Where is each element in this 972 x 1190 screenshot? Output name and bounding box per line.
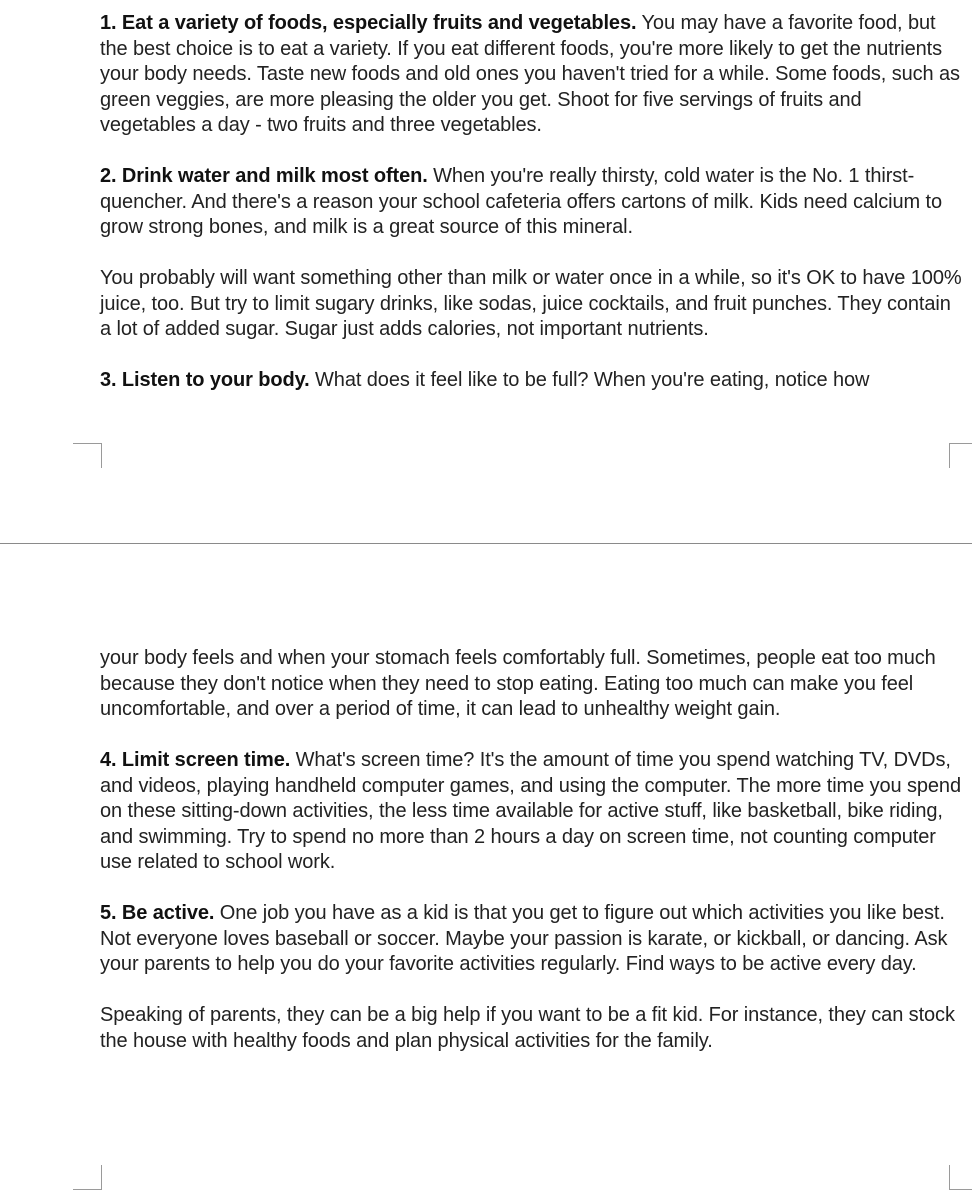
heading-listen-body: 3. Listen to your body. <box>100 369 310 391</box>
margin-corner-mark <box>949 1165 972 1190</box>
page-2-text <box>100 646 962 1054</box>
margin-corner-mark <box>73 1165 102 1190</box>
body-be-active: One job you have as a kid is that you get to figure out which activities you like best. Not everyone loves baseball or soccer. Maybe your passion is karate, or kickball, or dancing. Ask your parents to help you do your favorite activities regularly. Find ways to be active every day. <box>100 902 948 975</box>
paragraph-listen-body-continued: your body feels and when your stomach feels comfortably full. Sometimes, people eat too much because they don't notice when they need to stop eating. Eating too much can make you feel uncomfortable, and over a period of time, it can lead to unhealthy weight gain. <box>100 647 936 720</box>
paragraph-parents: Speaking of parents, they can be a big help if you want to be a fit kid. For instance, they can stock the house with healthy foods and plan physical activities for the family. <box>100 1004 955 1052</box>
paragraph-be-active <box>100 901 962 978</box>
paragraph-drink-water <box>100 164 962 241</box>
heading-eat-variety: 1. Eat a variety of foods, especially fruits and vegetables. <box>100 12 637 34</box>
paragraph-eat-variety <box>100 11 962 139</box>
paragraph-other-drinks: You probably will want something other than milk or water once in a while, so it's OK to have 100% juice, too. But try to limit sugary drinks, like sodas, juice cocktails, and fruit punches. They contain a lot of added sugar. Sugar just adds calories, not important nutrients. <box>100 267 962 340</box>
body-limit-screen: What's screen time? It's the amount of time you spend watching TV, DVDs, and videos, playing handheld computer games, and using the computer. The more time you spend on these sitting-down activities, the less time available for active stuff, like basketball, bike riding, and swimming. Try to spend no more than 2 hours a day on screen time, not counting computer use related to school work. <box>100 749 961 873</box>
paragraph-listen-body <box>100 368 962 394</box>
body-eat-variety: You may have a favorite food, but the best choice is to eat a variety. If you eat different foods, you're more likely to get the nutrients your body needs. Taste new foods and old ones you haven't tried for a while. Some foods, such as green veggies, are more pleasing the older you get. Shoot for five servings of fruits and vegetables a day - two fruits and three vegetables. <box>100 12 960 136</box>
body-drink-water: When you're really thirsty, cold water is the No. 1 thirst-quencher. And there's a reason your school cafeteria offers cartons of milk. Kids need calcium to grow strong bones, and milk is a great source of this mineral. <box>100 165 942 238</box>
margin-corner-mark <box>73 443 102 468</box>
paragraph-limit-screen <box>100 748 962 876</box>
heading-drink-water: 2. Drink water and milk most often. <box>100 165 428 187</box>
margin-corner-mark <box>949 443 972 468</box>
page-1-text <box>100 11 962 394</box>
body-listen-body-start: What does it feel like to be full? When you're eating, notice how <box>309 369 870 391</box>
heading-be-active: 5. Be active. <box>100 902 215 924</box>
heading-limit-screen: 4. Limit screen time. <box>100 749 291 771</box>
document-page-1 <box>0 0 972 543</box>
